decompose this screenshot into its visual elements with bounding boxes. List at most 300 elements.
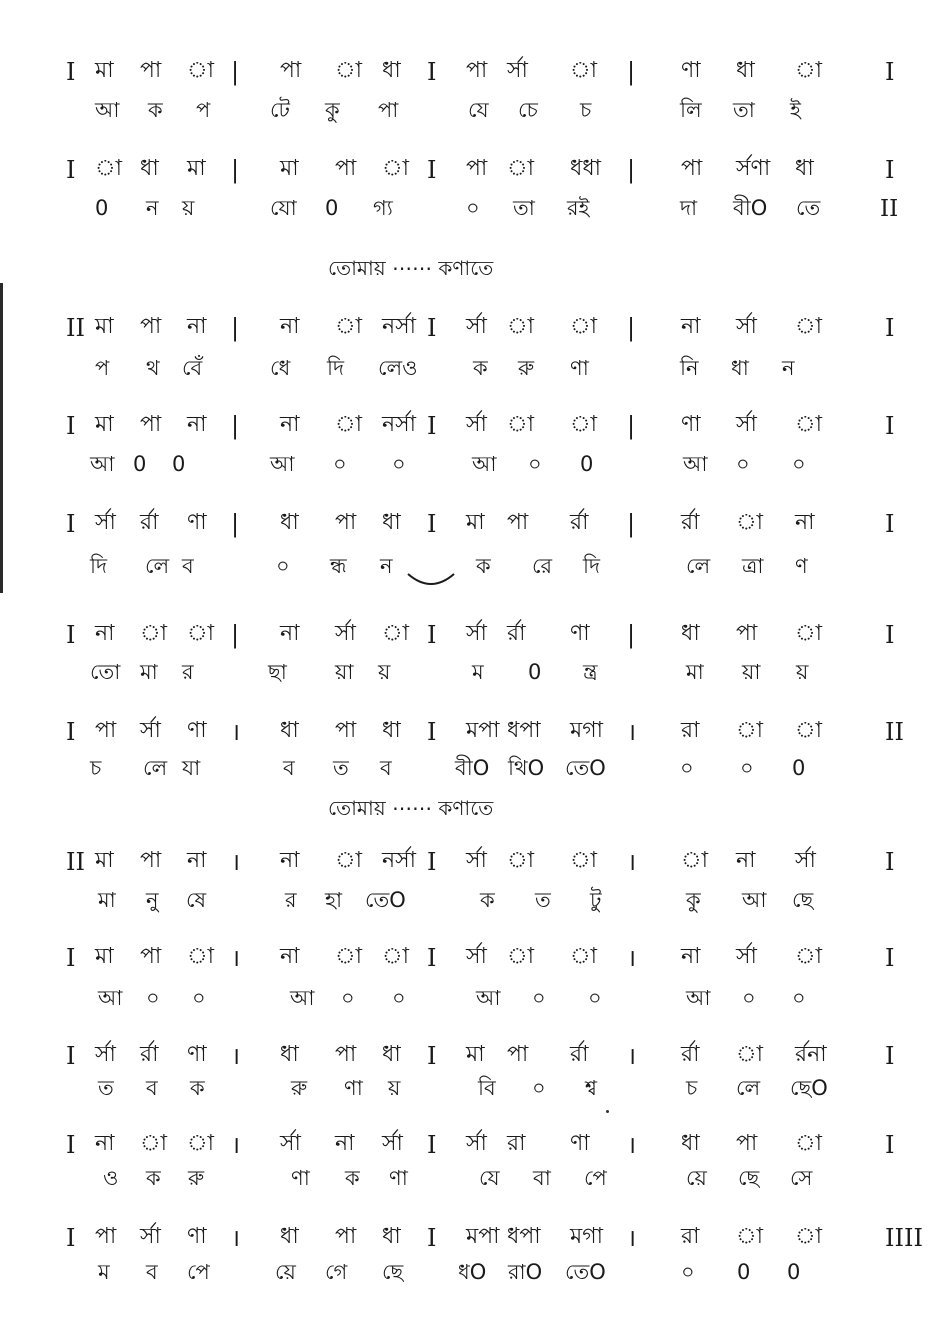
- lyric-syllable: তেO: [565, 1260, 606, 1284]
- note-cell: র্সা: [507, 58, 528, 83]
- bar-line: I: [427, 944, 437, 972]
- bar-line: I: [427, 621, 437, 649]
- lyric-syllable: র: [182, 660, 194, 684]
- lyric-syllable: ছে: [382, 1260, 404, 1284]
- bar-line: ।: [231, 1224, 241, 1252]
- lyric-syllable: ০: [192, 986, 206, 1010]
- bar-line: |: [231, 314, 240, 342]
- bar-line: I: [885, 510, 895, 538]
- note-cell: া: [187, 944, 214, 969]
- lyric-syllable: ০: [333, 452, 347, 476]
- lyric-syllable: য়: [796, 660, 809, 684]
- lyric-syllable: প: [196, 98, 211, 122]
- lyric-syllable: তে: [796, 196, 821, 220]
- note-cell: না: [280, 944, 300, 969]
- note-cell: পা: [280, 58, 302, 83]
- lyric-syllable: য়: [182, 196, 195, 220]
- note-cell: না: [681, 314, 701, 339]
- note-cell: পা: [140, 412, 162, 437]
- lyric-syllable: লে: [145, 554, 170, 578]
- note-cell: পা: [140, 58, 162, 83]
- note-cell: মা: [95, 314, 114, 339]
- note-cell: া: [795, 58, 822, 83]
- note-cell: ধা: [140, 156, 159, 181]
- bar-line: I: [427, 1042, 437, 1070]
- bar-line: I: [885, 848, 895, 876]
- note-cell: পা: [140, 314, 162, 339]
- lyric-syllable: আ: [270, 452, 295, 476]
- lyric-syllable: চ: [686, 1076, 698, 1100]
- note-cell: া: [570, 944, 597, 969]
- note-cell: া: [570, 314, 597, 339]
- bar-line: IIII: [885, 1224, 923, 1252]
- note-cell: পা: [335, 718, 357, 743]
- note-cell: রা: [681, 1224, 700, 1249]
- bar-line: I: [427, 848, 437, 876]
- lyric-syllable: ০: [532, 1076, 546, 1100]
- note-cell: া: [382, 944, 409, 969]
- lyric-syllable: ত: [98, 1076, 114, 1100]
- note-cell: র্রা: [140, 510, 159, 535]
- lyric-syllable: রই: [567, 196, 590, 220]
- lyric-syllable: ণা: [344, 1076, 363, 1100]
- note-cell: ধা: [280, 510, 299, 535]
- bar-line: II: [885, 718, 904, 746]
- lyric-syllable: প: [95, 356, 110, 380]
- bar-line: I: [427, 1131, 437, 1159]
- note-cell: পা: [736, 621, 758, 646]
- lyric-syllable: ন্ধ: [330, 554, 347, 578]
- note-cell: র্সা: [95, 1042, 116, 1067]
- note-cell: া: [795, 1131, 822, 1156]
- note-cell: র্রা: [681, 1042, 700, 1067]
- lyric-syllable: ০: [792, 986, 806, 1010]
- note-cell: ধপা: [507, 718, 541, 743]
- bar-line: ।: [231, 848, 241, 876]
- note-cell: ণা: [570, 1131, 590, 1156]
- lyric-syllable: গ্য: [373, 196, 393, 220]
- note-cell: র্সা: [140, 718, 161, 743]
- lyric-syllable: য়া: [335, 660, 354, 684]
- lyric-syllable: ন: [380, 554, 393, 578]
- lyric-syllable: ই: [790, 98, 801, 122]
- lyric-syllable: গে: [325, 1260, 348, 1284]
- note-cell: র্সণা: [736, 156, 771, 181]
- note-cell: া: [187, 58, 214, 83]
- bar-line: |: [627, 156, 636, 184]
- lyric-syllable: কু: [686, 888, 701, 912]
- lyric-syllable: 0: [95, 196, 109, 220]
- note-cell: া: [382, 621, 409, 646]
- note-cell: র্রা: [507, 621, 526, 646]
- note-cell: া: [507, 314, 534, 339]
- lyric-syllable: ০: [528, 452, 542, 476]
- bar-line: ।: [627, 1131, 637, 1159]
- note-cell: ধা: [681, 1131, 700, 1156]
- bar-line: I: [427, 510, 437, 538]
- lyric-syllable: রু: [518, 356, 535, 380]
- bar-line: ।: [231, 1042, 241, 1070]
- lyric-syllable: সে: [790, 1166, 813, 1190]
- note-cell: র্সা: [95, 510, 116, 535]
- lyric-syllable: রু: [291, 1076, 308, 1100]
- bar-line: ।: [627, 1224, 637, 1252]
- note-cell: া: [335, 58, 362, 83]
- bar-line: |: [627, 510, 636, 538]
- bar-line: II: [66, 314, 85, 342]
- bar-line: I: [885, 621, 895, 649]
- note-cell: ণা: [570, 621, 590, 646]
- lyric-syllable: য়ে: [686, 1166, 707, 1190]
- note-cell: ধধা: [570, 156, 602, 181]
- note-cell: র্সা: [466, 412, 487, 437]
- lyric-syllable: চ: [90, 756, 102, 780]
- note-cell: না: [795, 510, 815, 535]
- note-cell: র্রা: [570, 510, 589, 535]
- lyric-syllable: যা: [182, 756, 201, 780]
- lyric-syllable: ক: [148, 98, 163, 122]
- lyric-syllable: ম: [472, 660, 484, 684]
- lyric-syllable: দি: [90, 554, 108, 578]
- lyric-syllable: 0: [528, 660, 542, 684]
- note-cell: া: [187, 621, 214, 646]
- note-cell: পা: [736, 1131, 758, 1156]
- lyric-syllable: রু: [188, 1166, 205, 1190]
- lyric-syllable: নি: [680, 356, 699, 380]
- note-cell: ণা: [681, 58, 701, 83]
- lyric-syllable: ক: [476, 554, 491, 578]
- note-cell: ধপা: [507, 1224, 541, 1249]
- bar-line: I: [66, 156, 76, 184]
- lyric-syllable: ব: [146, 1260, 158, 1284]
- bar-line: ।: [231, 1131, 241, 1159]
- note-cell: া: [140, 621, 167, 646]
- lyric-syllable: য়ে: [275, 1260, 296, 1284]
- lyric-syllable: ন্ত্র: [583, 660, 598, 684]
- note-cell: না: [187, 314, 207, 339]
- note-cell: ণা: [187, 1042, 207, 1067]
- lyric-syllable: ক: [480, 888, 495, 912]
- lyric-syllable: বা: [533, 1166, 551, 1190]
- note-cell: া: [140, 1131, 167, 1156]
- lyric-syllable: ত্রা: [742, 554, 764, 578]
- note-cell: র্সা: [736, 412, 757, 437]
- lyric-syllable: বীO: [733, 196, 768, 220]
- lyric-syllable: আ: [476, 986, 501, 1010]
- note-cell: া: [570, 412, 597, 437]
- bar-line: I: [66, 510, 76, 538]
- lyric-syllable: ণা: [570, 356, 589, 380]
- note-cell: া: [681, 848, 708, 873]
- section-heading: তোমায় ⋯⋯ কণাতে: [328, 256, 494, 280]
- note-cell: া: [736, 510, 763, 535]
- note-cell: পা: [95, 1224, 117, 1249]
- note-cell: মা: [187, 156, 206, 181]
- lyric-syllable: য়া: [742, 660, 761, 684]
- note-cell: ধা: [382, 1224, 401, 1249]
- lyric-syllable: লে: [143, 756, 168, 780]
- note-cell: র্সা: [140, 1224, 161, 1249]
- note-cell: া: [335, 314, 362, 339]
- note-cell: পা: [507, 510, 529, 535]
- note-cell: ণা: [187, 718, 207, 743]
- bar-line: I: [885, 156, 895, 184]
- bar-line: ।: [231, 718, 241, 746]
- lyric-syllable: 0: [792, 756, 806, 780]
- note-cell: া: [795, 944, 822, 969]
- lyric-syllable: ন: [782, 356, 795, 380]
- lyric-syllable: হা: [325, 888, 343, 912]
- bar-line: ।: [627, 944, 637, 972]
- lyric-syllable: 0: [787, 1260, 801, 1284]
- lyric-syllable: আ: [472, 452, 497, 476]
- note-cell: নর্সা: [382, 412, 417, 437]
- note-cell: র্সা: [382, 1131, 403, 1156]
- note-cell: ণা: [681, 412, 701, 437]
- lyric-syllable: নু: [146, 888, 159, 912]
- lyric-syllable: আ: [742, 888, 767, 912]
- lyric-syllable: দি: [327, 356, 345, 380]
- lyric-syllable: ০: [681, 1260, 695, 1284]
- bar-line: |: [627, 314, 636, 342]
- bar-line: |: [231, 156, 240, 184]
- lyric-syllable: ণ: [795, 554, 808, 578]
- lyric-syllable: আ: [98, 986, 123, 1010]
- note-cell: রা: [507, 1131, 526, 1156]
- lyric-syllable: ০: [740, 756, 754, 780]
- note-cell: পা: [466, 156, 488, 181]
- note-cell: মপা: [466, 1224, 500, 1249]
- lyric-syllable: ০: [276, 554, 290, 578]
- lyric-syllable: শ্ব: [585, 1076, 597, 1100]
- note-cell: পা: [466, 58, 488, 83]
- bar-line: I: [427, 412, 437, 440]
- lyric-syllable: ছা: [268, 660, 287, 684]
- bar-line: I: [427, 1224, 437, 1252]
- note-cell: ধা: [280, 718, 299, 743]
- note-cell: নর্সা: [382, 314, 417, 339]
- note-cell: র্সা: [280, 1131, 301, 1156]
- note-cell: া: [95, 156, 122, 181]
- lyric-syllable: বীO: [455, 756, 490, 780]
- lyric-syllable: ০: [466, 196, 480, 220]
- note-cell: মা: [95, 58, 114, 83]
- note-cell: র্সা: [736, 944, 757, 969]
- lyric-syllable: 0: [580, 452, 594, 476]
- lyric-syllable: ০: [792, 452, 806, 476]
- lyric-syllable: ক: [190, 1076, 205, 1100]
- note-cell: পা: [507, 1042, 529, 1067]
- lyric-syllable: তেO: [565, 756, 606, 780]
- lyric-syllable: তেO: [365, 888, 406, 912]
- bar-line: I: [885, 412, 895, 440]
- bar-line: II: [66, 848, 85, 876]
- lyric-syllable: 0: [737, 1260, 751, 1284]
- lyric-syllable: লি: [680, 98, 702, 122]
- note-cell: না: [681, 944, 701, 969]
- note-cell: র্সা: [795, 848, 816, 873]
- note-cell: মগা: [570, 1224, 604, 1249]
- bar-line: I: [66, 1224, 76, 1252]
- note-cell: না: [95, 1131, 115, 1156]
- note-cell: র্সা: [466, 1131, 487, 1156]
- lyric-syllable: বি: [478, 1076, 496, 1100]
- note-cell: া: [795, 621, 822, 646]
- bar-line: ।: [627, 848, 637, 876]
- lyric-syllable: ও: [103, 1166, 119, 1190]
- bar-line: I: [885, 1042, 895, 1070]
- note-cell: পা: [335, 510, 357, 535]
- lyric-syllable: ষে: [186, 888, 207, 912]
- lyric-syllable: যো: [270, 196, 297, 220]
- note-cell: া: [335, 848, 362, 873]
- lyric-syllable: 0: [172, 452, 186, 476]
- bar-line: |: [627, 412, 636, 440]
- lyric-syllable: ০: [392, 986, 406, 1010]
- lyric-syllable: বেঁ: [182, 356, 203, 380]
- note-cell: না: [280, 848, 300, 873]
- note-cell: র্রা: [140, 1042, 159, 1067]
- bar-line: |: [231, 510, 240, 538]
- note-cell: না: [95, 621, 115, 646]
- lyric-syllable: পে: [584, 1166, 607, 1190]
- bar-line: I: [885, 314, 895, 342]
- note-cell: ধা: [795, 156, 814, 181]
- lyric-syllable: পে: [187, 1260, 210, 1284]
- note-cell: া: [507, 412, 534, 437]
- lyric-syllable: ত: [535, 888, 551, 912]
- note-cell: মা: [95, 412, 114, 437]
- note-cell: র্রনা: [795, 1042, 827, 1067]
- note-cell: পা: [335, 1224, 357, 1249]
- bar-line: |: [627, 58, 636, 86]
- note-cell: ধা: [280, 1224, 299, 1249]
- lyric-syllable: ছে: [792, 888, 814, 912]
- bar-line: II: [880, 196, 899, 222]
- note-cell: ধা: [382, 1042, 401, 1067]
- note-cell: া: [570, 58, 597, 83]
- note-cell: না: [335, 1131, 355, 1156]
- bar-line: I: [66, 412, 76, 440]
- lyric-syllable: ণা: [389, 1166, 408, 1190]
- lyric-syllable: মা: [686, 660, 704, 684]
- lyric-syllable: লে: [736, 1076, 761, 1100]
- lyric-syllable: দি: [583, 554, 601, 578]
- lyric-syllable: তা: [513, 196, 535, 220]
- note-cell: া: [736, 1224, 763, 1249]
- lyric-syllable: টে: [270, 98, 290, 122]
- bar-line: |: [231, 621, 240, 649]
- lyric-syllable: আ: [95, 98, 120, 122]
- note-cell: না: [280, 314, 300, 339]
- note-cell: র্সা: [466, 314, 487, 339]
- note-cell: না: [187, 412, 207, 437]
- lyric-syllable: থিO: [508, 756, 545, 780]
- lyric-syllable: ০: [742, 986, 756, 1010]
- bar-line: I: [66, 718, 76, 746]
- note-cell: ধা: [382, 58, 401, 83]
- lyric-syllable: লেও: [378, 356, 418, 380]
- note-cell: া: [736, 1042, 763, 1067]
- note-cell: ধা: [382, 510, 401, 535]
- lyric-syllable: চ: [580, 98, 592, 122]
- note-cell: া: [335, 944, 362, 969]
- lyric-syllable: 0: [133, 452, 147, 476]
- note-cell: া: [335, 412, 362, 437]
- note-cell: পা: [140, 848, 162, 873]
- lyric-syllable: তো: [90, 660, 121, 684]
- lyric-syllable: ক: [345, 1166, 360, 1190]
- note-cell: া: [507, 944, 534, 969]
- note-cell: া: [795, 314, 822, 339]
- lyric-syllable: মা: [98, 888, 116, 912]
- bar-line: I: [66, 944, 76, 972]
- lyric-syllable: চে: [518, 98, 538, 122]
- note-cell: র্রা: [681, 510, 700, 535]
- lyric-syllable: ব: [146, 1076, 158, 1100]
- note-cell: ণা: [187, 510, 207, 535]
- lyric-syllable: ০: [588, 986, 602, 1010]
- note-cell: র্সা: [466, 944, 487, 969]
- lyric-syllable: ০: [532, 986, 546, 1010]
- note-cell: পা: [95, 718, 117, 743]
- note-cell: মা: [95, 848, 114, 873]
- note-cell: া: [507, 848, 534, 873]
- speck: [606, 1110, 609, 1113]
- scan-edge-line: [0, 283, 3, 593]
- lyric-syllable: দা: [680, 196, 698, 220]
- bar-line: I: [66, 1042, 76, 1070]
- lyric-syllable: ধে: [270, 356, 291, 380]
- slur-mark: [406, 570, 456, 592]
- bar-line: I: [885, 944, 895, 972]
- note-cell: া: [795, 718, 822, 743]
- bar-line: |: [231, 412, 240, 440]
- note-cell: মগা: [570, 718, 604, 743]
- lyric-syllable: ধO: [458, 1260, 487, 1284]
- lyric-syllable: ছে: [738, 1166, 760, 1190]
- bar-line: I: [885, 58, 895, 86]
- lyric-syllable: লে: [686, 554, 711, 578]
- lyric-syllable: ০: [146, 986, 160, 1010]
- note-cell: নর্সা: [382, 848, 417, 873]
- lyric-syllable: কু: [325, 98, 340, 122]
- note-cell: া: [507, 156, 534, 181]
- note-cell: া: [736, 718, 763, 743]
- note-cell: পা: [335, 1042, 357, 1067]
- lyric-syllable: ব: [182, 554, 194, 578]
- note-cell: া: [570, 848, 597, 873]
- lyric-syllable: ধা: [731, 356, 749, 380]
- lyric-syllable: ব: [380, 756, 392, 780]
- lyric-syllable: ক: [146, 1166, 161, 1190]
- note-cell: া: [795, 1224, 822, 1249]
- lyric-syllable: য়: [378, 660, 391, 684]
- lyric-syllable: আ: [686, 986, 711, 1010]
- lyric-syllable: ০: [736, 452, 750, 476]
- note-cell: না: [280, 621, 300, 646]
- note-cell: র্রা: [570, 1042, 589, 1067]
- lyric-syllable: ম: [98, 1260, 110, 1284]
- lyric-syllable: 0: [325, 196, 339, 220]
- lyric-syllable: ক: [473, 356, 488, 380]
- lyric-syllable: য়: [388, 1076, 401, 1100]
- note-cell: না: [187, 848, 207, 873]
- lyric-syllable: ব: [283, 756, 295, 780]
- note-cell: র্সা: [466, 848, 487, 873]
- lyric-syllable: আ: [90, 452, 115, 476]
- bar-line: |: [231, 58, 240, 86]
